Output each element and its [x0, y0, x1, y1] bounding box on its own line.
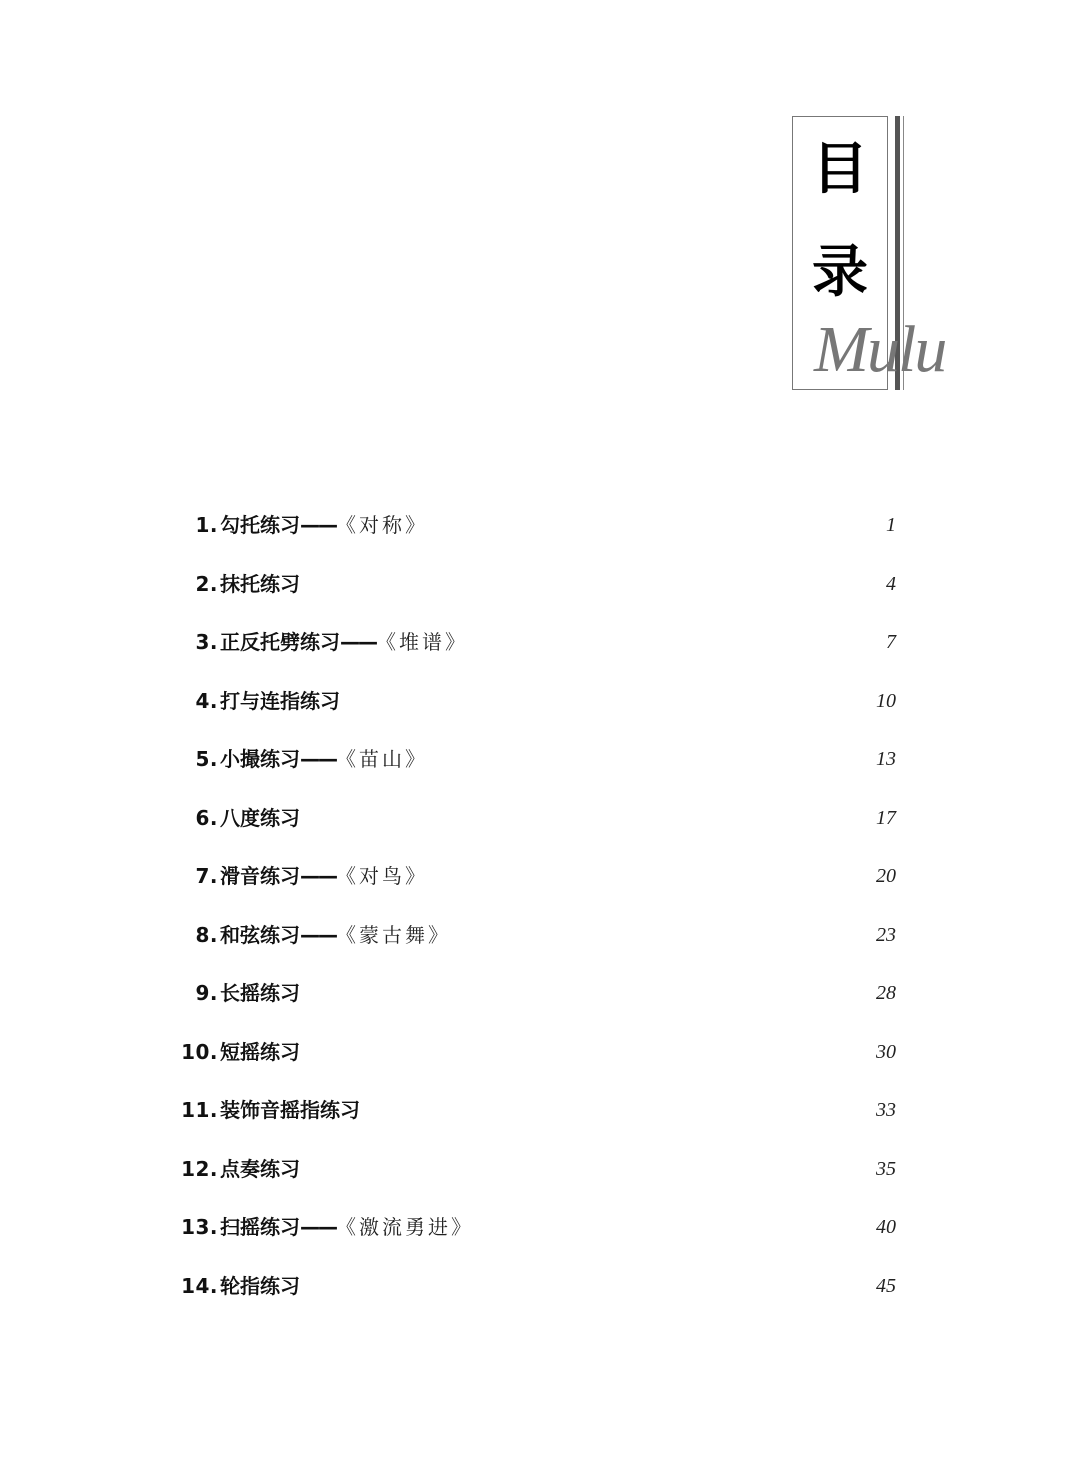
toc-entry-page: 4	[886, 572, 896, 595]
toc-entry-title-group	[220, 1154, 300, 1184]
toc-entry-number: 13.	[181, 1215, 218, 1239]
toc-entry-page: 45	[876, 1274, 896, 1297]
toc-entry-title-group	[220, 861, 428, 891]
table-of-contents	[0, 498, 1080, 1317]
toc-entry-number: 10.	[181, 1039, 218, 1064]
toc-entry-number: 1.	[195, 513, 218, 537]
toc-entry-dash: ——	[300, 1215, 336, 1239]
toc-entry[interactable]	[0, 1083, 1080, 1142]
toc-entry-title: 小撮练习	[220, 747, 300, 771]
toc-entry-title-group	[220, 1212, 474, 1242]
toc-entry-dash: ——	[300, 922, 336, 947]
toc-entry[interactable]	[0, 966, 1080, 1025]
toc-entry[interactable]	[0, 1025, 1080, 1084]
toc-entry-page: 30	[876, 1040, 896, 1063]
toc-entry-number: 7.	[195, 864, 218, 888]
toc-entry-title: 扫摇练习	[220, 1215, 300, 1239]
toc-entry-page: 40	[876, 1216, 896, 1238]
toc-entry-title: 打与连指练习	[220, 688, 340, 713]
toc-entry-number: 2.	[195, 571, 218, 596]
toc-entry-title-group	[220, 1037, 300, 1067]
toc-entry-title-group	[220, 569, 300, 599]
toc-entry-title: 轮指练习	[220, 1273, 300, 1298]
toc-entry-page: 17	[876, 806, 896, 829]
toc-entry-title-group	[220, 744, 428, 774]
toc-entry-page: 13	[876, 748, 896, 770]
title-char-2: 录	[812, 240, 868, 305]
toc-entry-page: 20	[876, 865, 896, 887]
toc-entry-title: 短摇练习	[220, 1039, 300, 1064]
toc-entry-title-group	[220, 1271, 300, 1301]
toc-entry[interactable]	[0, 849, 1080, 908]
toc-entry-number: 14.	[181, 1273, 218, 1298]
toc-entry-title: 装饰音摇指练习	[220, 1098, 360, 1122]
toc-entry-title: 点奏练习	[220, 1156, 300, 1181]
toc-entry-dash: ——	[300, 747, 336, 771]
toc-entry-number: 8.	[195, 922, 218, 947]
toc-entry[interactable]	[0, 498, 1080, 557]
toc-entry-page: 7	[886, 631, 896, 653]
toc-entry-piece: 《激流勇进》	[336, 1215, 474, 1239]
toc-entry-title: 长摇练习	[220, 981, 300, 1005]
toc-entry-dash: ——	[300, 513, 336, 537]
toc-entry-page: 35	[876, 1157, 896, 1180]
toc-entry[interactable]	[0, 674, 1080, 733]
toc-entry-title: 抹托练习	[220, 571, 300, 596]
toc-entry-title: 正反托劈练习	[220, 630, 340, 654]
toc-entry-number: 4.	[195, 688, 218, 713]
toc-entry-page: 1	[886, 514, 896, 536]
title-script: Mulu	[814, 313, 946, 386]
toc-entry-title-group	[220, 978, 300, 1008]
toc-entry[interactable]	[0, 1259, 1080, 1318]
toc-entry-title-group	[220, 627, 468, 657]
toc-entry-page: 10	[876, 689, 896, 712]
toc-entry-page: 23	[876, 923, 896, 946]
toc-entry-title: 和弦练习	[220, 922, 300, 947]
toc-entry-title-group	[220, 510, 428, 540]
toc-entry-page: 33	[876, 1099, 896, 1121]
toc-entry-title-group	[220, 1095, 360, 1125]
toc-entry-title-group	[220, 920, 451, 950]
toc-entry-title: 勾托练习	[220, 513, 300, 537]
title-char-1: 目	[812, 137, 868, 202]
toc-entry-title-group	[220, 803, 300, 833]
toc-entry-number: 5.	[195, 747, 218, 771]
toc-entry-piece: 《蒙古舞》	[336, 922, 451, 947]
toc-entry[interactable]	[0, 557, 1080, 616]
toc-entry-title-group	[220, 686, 340, 716]
toc-entry[interactable]	[0, 732, 1080, 791]
toc-entry[interactable]	[0, 615, 1080, 674]
toc-entry[interactable]	[0, 908, 1080, 967]
toc-entry-number: 12.	[181, 1156, 218, 1181]
toc-entry[interactable]	[0, 1142, 1080, 1201]
toc-entry-page: 28	[876, 982, 896, 1004]
toc-entry-piece: 《苗山》	[336, 747, 428, 771]
toc-entry[interactable]	[0, 1200, 1080, 1259]
toc-entry-number: 11.	[181, 1098, 218, 1122]
toc-entry-dash: ——	[300, 864, 336, 888]
toc-entry-number: 6.	[195, 805, 218, 830]
toc-entry-number: 3.	[195, 630, 218, 654]
toc-entry-number: 9.	[195, 981, 218, 1005]
toc-entry[interactable]	[0, 791, 1080, 850]
toc-entry-title: 滑音练习	[220, 864, 300, 888]
toc-entry-title: 八度练习	[220, 805, 300, 830]
toc-entry-piece: 《对称》	[336, 513, 428, 537]
toc-entry-piece: 《堆谱》	[376, 630, 468, 654]
toc-entry-dash: ——	[340, 630, 376, 654]
toc-entry-piece: 《对鸟》	[336, 864, 428, 888]
